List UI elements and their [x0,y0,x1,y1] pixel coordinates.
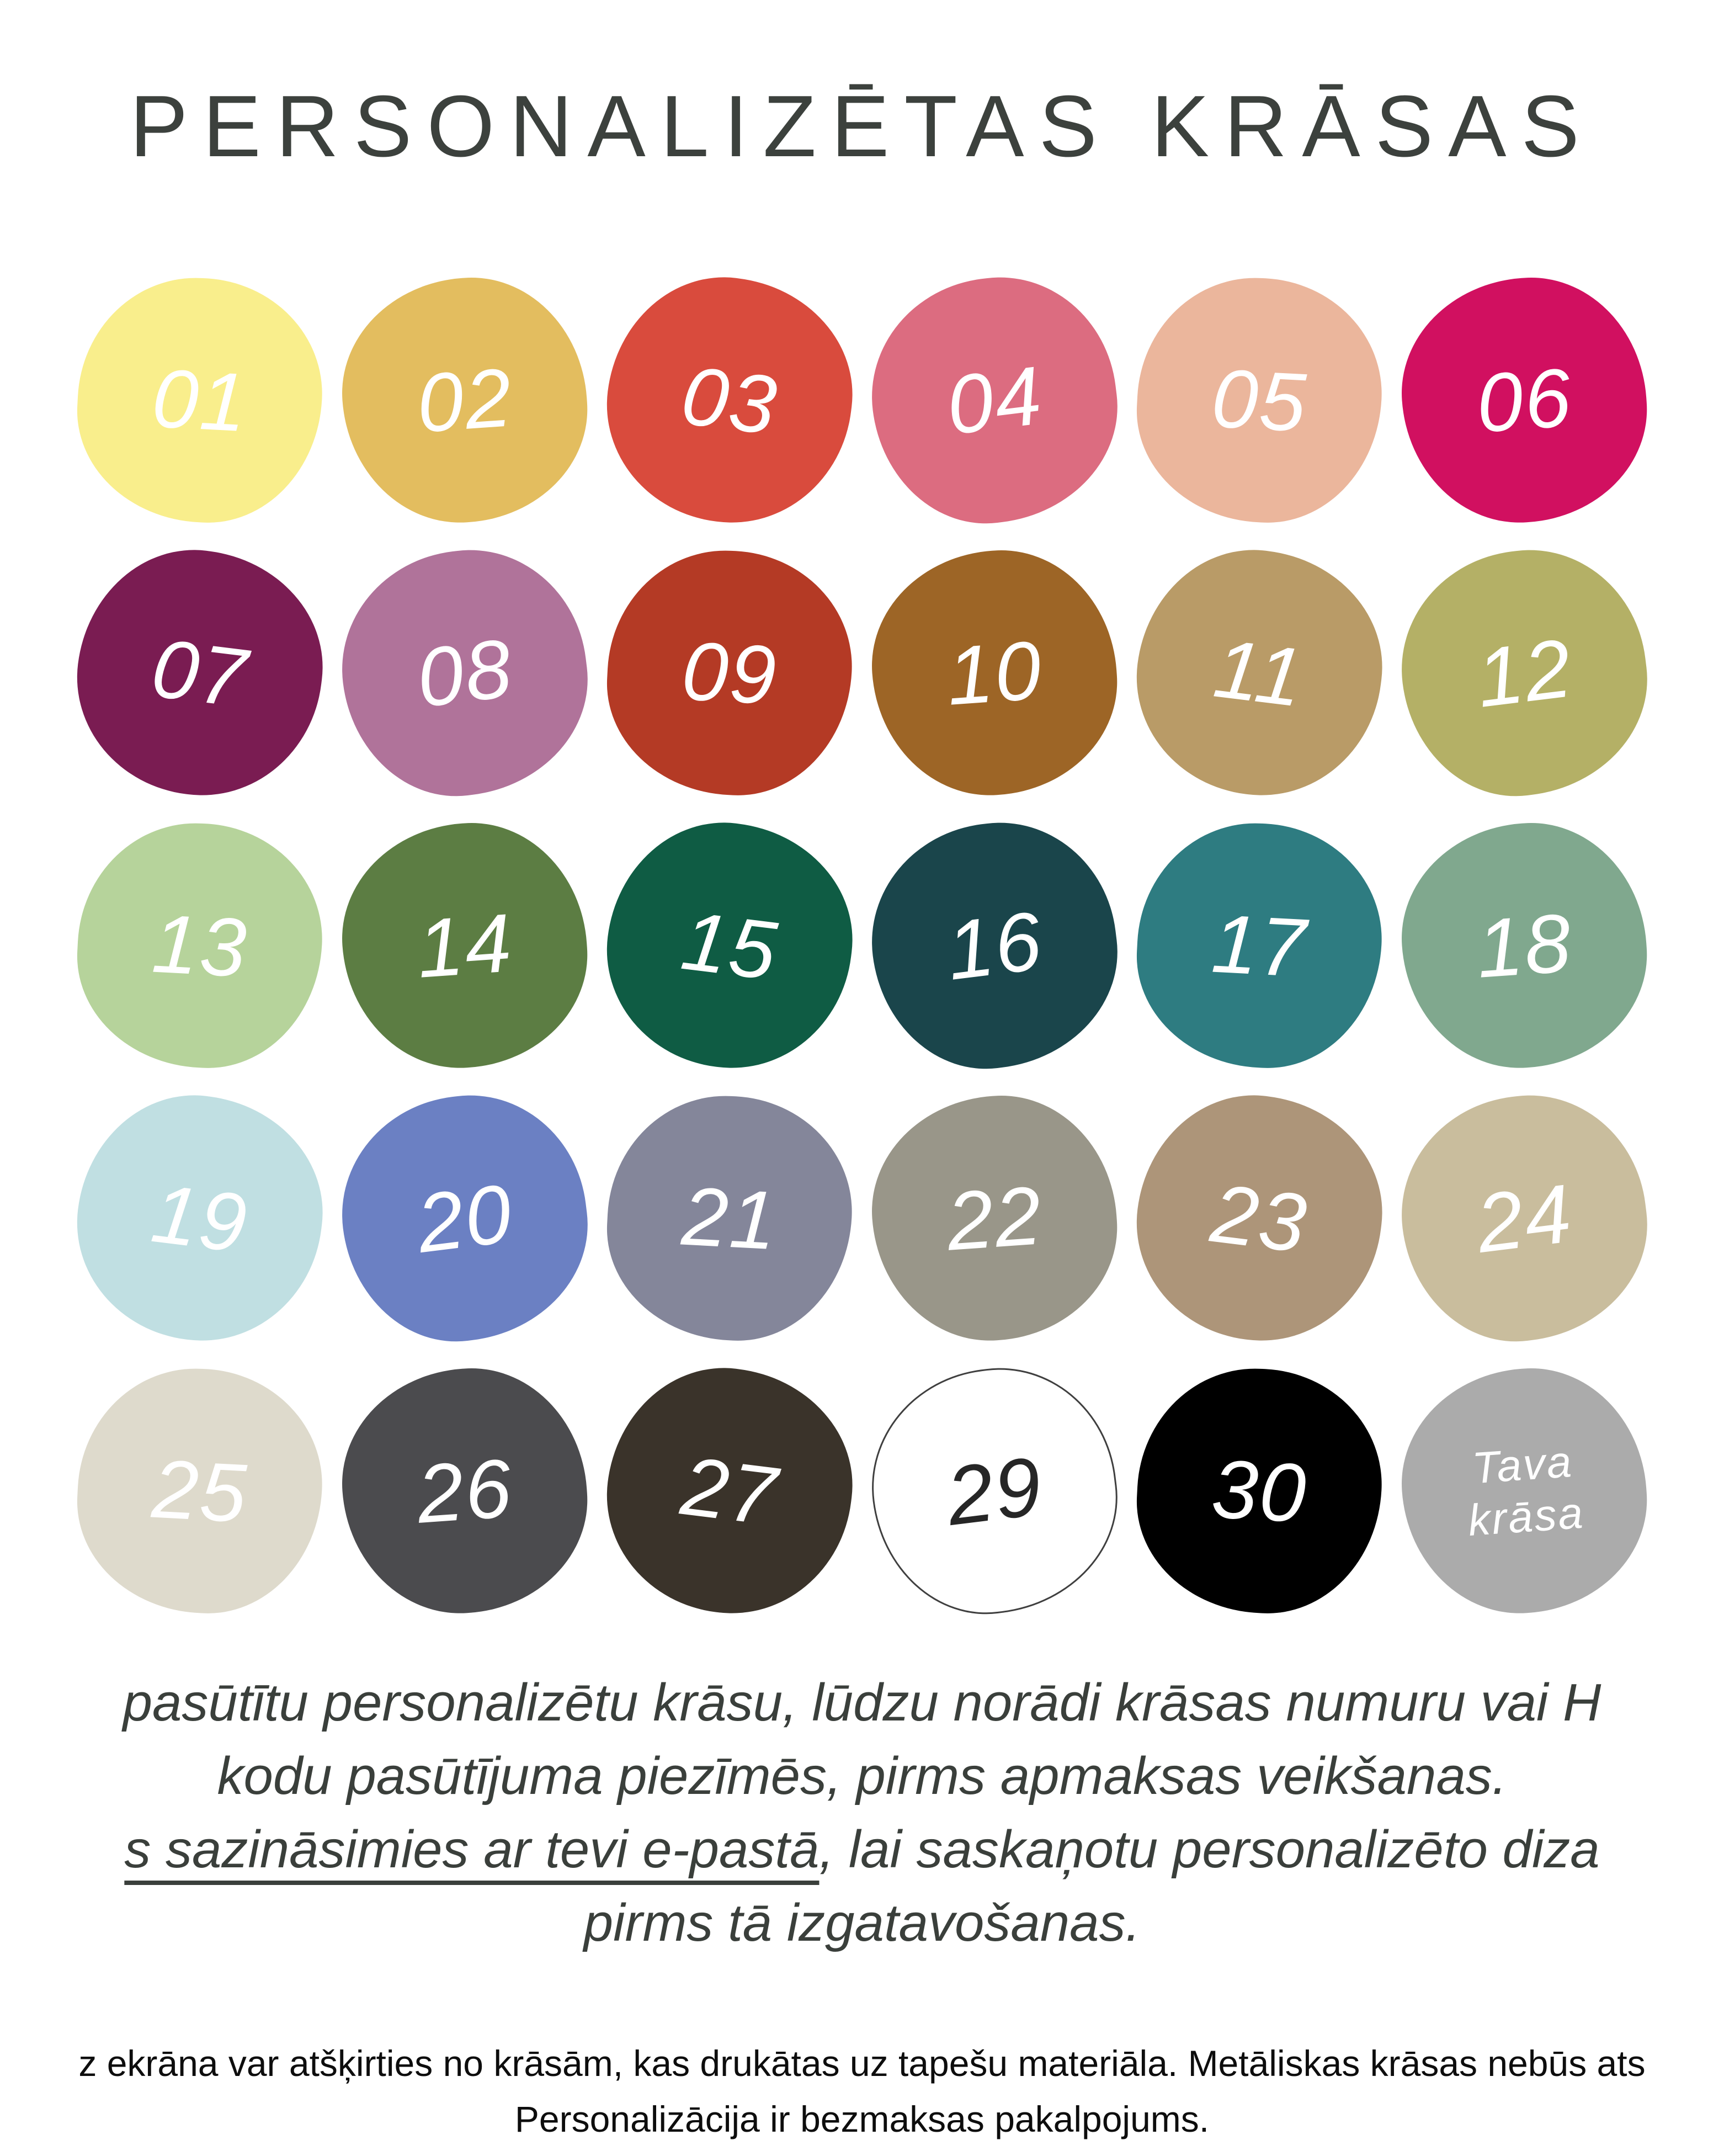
color-swatch-12 [1388,537,1661,809]
color-swatch-16 [859,810,1131,1082]
swatch-label: 25 [150,1442,250,1539]
swatch-label: Tava krāsa [1466,1436,1586,1546]
swatch-label: 09 [679,624,780,721]
color-swatch-11 [1124,537,1396,809]
color-swatch-tava-krāsa [1394,1361,1654,1621]
swatch-label: 11 [1209,621,1310,724]
swatch-label: 23 [1206,1166,1313,1270]
color-swatch-19 [64,1082,336,1355]
swatch-label: 16 [941,893,1047,997]
color-swatch-09 [602,545,858,801]
color-swatch-05 [1131,272,1388,529]
color-swatch-08 [329,537,601,809]
color-swatch-27 [594,1355,866,1627]
swatch-label: 08 [411,620,518,725]
swatch-label: 17 [1209,896,1310,994]
color-swatch-06 [1394,270,1654,530]
swatch-label: 06 [1473,350,1576,450]
color-swatch-20 [329,1082,601,1355]
instructions-line-3-rest: , lai saskaņotu personalizēto diza [819,1820,1600,1879]
instructions-line-2: kodu pasūtījuma piezīmēs, pirms apmaksas veikšanas. [217,1746,1507,1805]
color-swatch-02 [334,270,595,530]
swatch-label: 20 [411,1166,518,1270]
color-swatch-18 [1394,815,1654,1076]
swatch-label: 13 [150,896,250,994]
instructions-line-4: pirms tā izgatavošanas. [583,1893,1141,1952]
swatch-label: 30 [1209,1442,1310,1539]
swatch-label: 04 [941,348,1047,452]
swatch-label: 14 [413,895,516,995]
color-swatch-25 [72,1363,328,1619]
disclaimer-line-1: z ekrāna var atšķirties no krāsām, kas drukātas uz tapešu materiāla. Metāliskas krāsas nebūs ats [78,2043,1646,2084]
swatch-label: 03 [677,348,783,452]
swatch-label: 05 [1209,351,1310,449]
page-title: PERSONALIZĒTAS KRĀSAS [130,78,1594,175]
disclaimer [0,2036,1724,2147]
color-swatch-03 [594,264,866,537]
color-swatch-26 [334,1361,595,1621]
color-swatch-30 [1131,1363,1388,1619]
swatch-label: 02 [413,350,516,450]
email-contact-underlined-text: s sazināsimies ar tevi e-pastā [124,1820,820,1879]
swatch-label: 07 [147,620,253,725]
color-swatch-04 [859,264,1131,537]
swatch-label: 19 [147,1166,253,1270]
swatch-label: 18 [1473,895,1576,995]
swatch-label: 21 [679,1169,780,1267]
color-swatch-13 [72,817,328,1074]
color-swatch-22 [864,1088,1125,1348]
color-swatch-10 [864,543,1125,803]
swatch-label: 12 [1471,620,1577,725]
color-swatch-01 [72,272,328,529]
disclaimer-line-2: Personalizācija ir bezmaksas pakalpojums. [514,2099,1210,2139]
color-swatch-24 [1388,1082,1661,1355]
swatch-label: 27 [677,1438,783,1543]
color-swatch-21 [602,1090,858,1347]
swatch-label: 22 [943,1168,1046,1268]
color-swatch-07 [64,537,336,809]
swatch-label: 15 [677,893,783,997]
swatch-label: 10 [943,623,1046,723]
swatch-label: 26 [413,1441,516,1541]
instructions-line-3 [0,1813,1724,1886]
instructions-line-1: pasūtītu personalizētu krāsu, lūdzu norādi krāsas numuru vai H [123,1673,1601,1732]
color-swatch-29 [859,1355,1131,1627]
swatch-label: 29 [941,1438,1047,1543]
color-swatch-23 [1124,1082,1396,1355]
color-swatch-17 [1131,817,1388,1074]
swatch-label: 01 [150,351,250,449]
color-swatch-14 [334,815,595,1076]
swatch-grid [67,264,1657,1627]
order-instructions [0,1666,1724,1959]
color-swatch-15 [594,810,866,1082]
swatch-label: 24 [1471,1166,1577,1270]
